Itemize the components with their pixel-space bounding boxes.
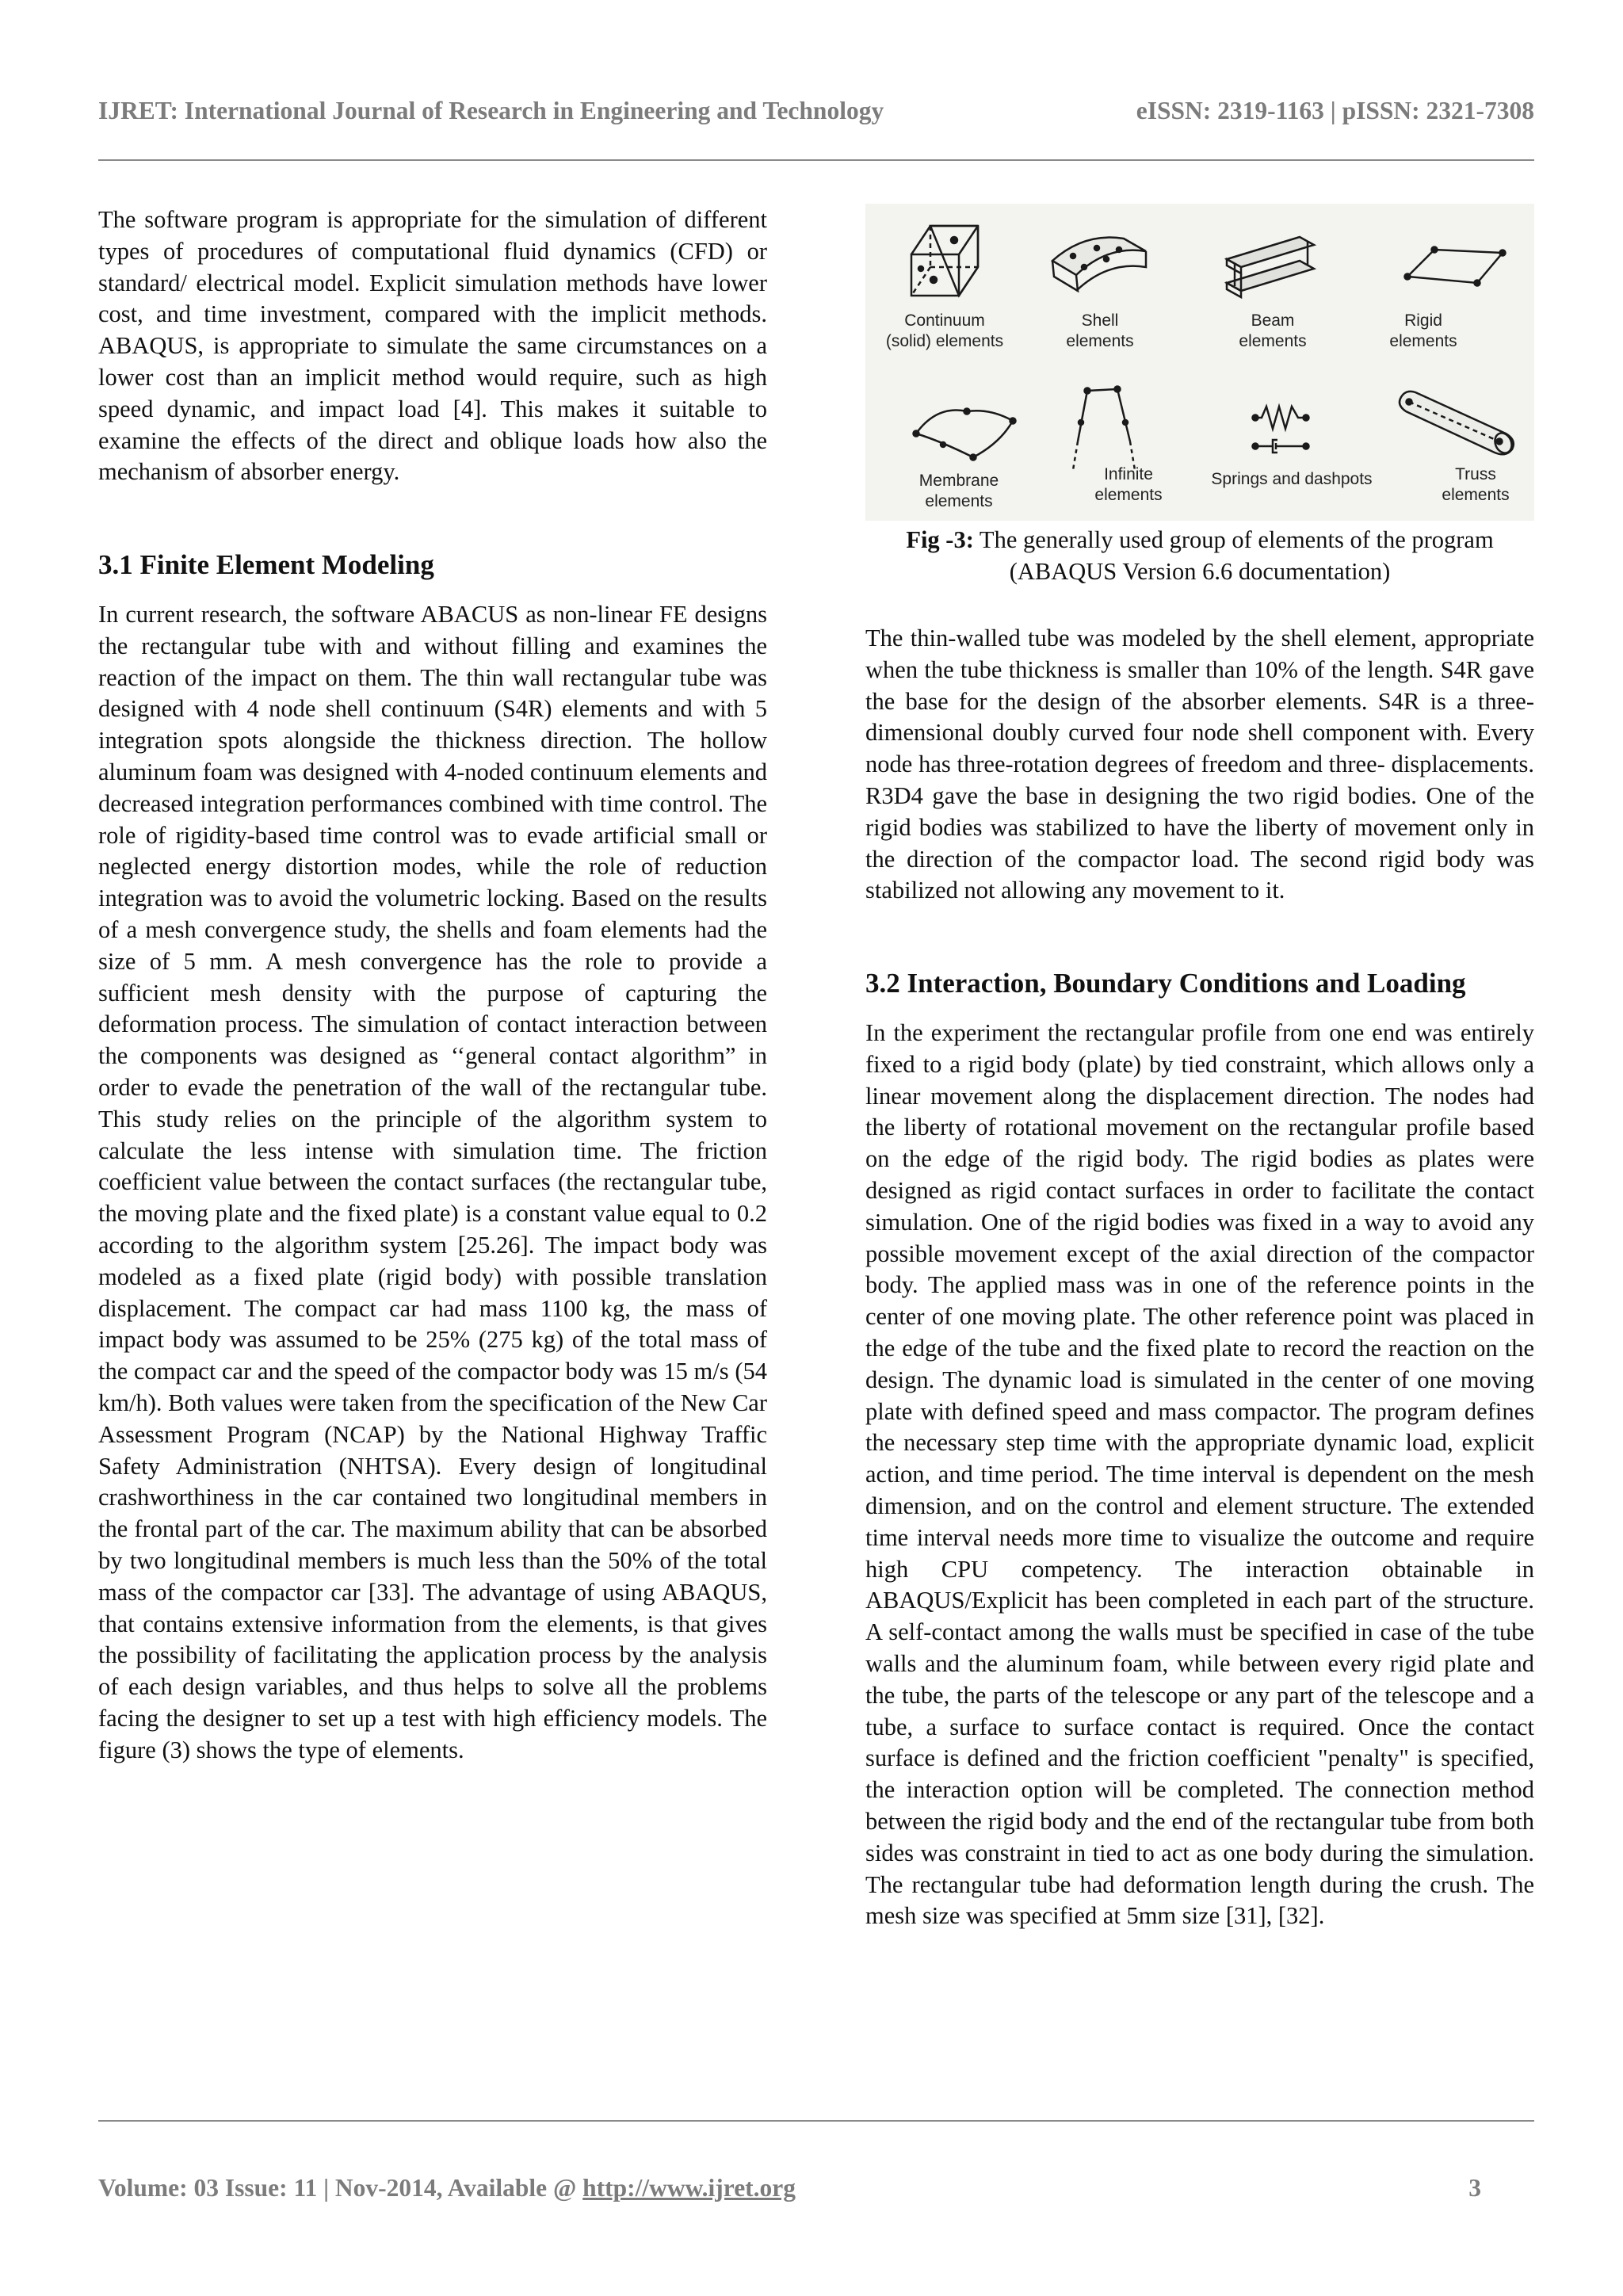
membrane-label-1: Membrane <box>918 472 999 490</box>
beam-label-2: elements <box>1239 332 1307 350</box>
rigid-label-1: Rigid <box>1404 311 1442 330</box>
figure-caption <box>865 525 1534 588</box>
shell-element-icon <box>1052 238 1146 291</box>
figure-caption-label: Fig -3: <box>906 526 974 553</box>
issn-info: eISSN: 2319-1163 | pISSN: 2321-7308 <box>1136 97 1534 124</box>
truss-label-1: Truss <box>1455 465 1496 483</box>
infinite-label-2: elements <box>1094 486 1163 504</box>
section-heading-3-2: 3.2 Interaction, Boundary Conditions and Loading <box>865 968 1466 999</box>
truss-element-icon <box>1400 392 1514 456</box>
springs-label: Springs and dashpots <box>1211 470 1373 488</box>
journal-url-link[interactable]: http://www.ijret.org <box>582 2174 796 2202</box>
section-heading-3-1: 3.1 Finite Element Modeling <box>98 549 434 580</box>
intro-paragraph: The software program is appropriate for the simulation of different types of procedures of computational fluid dynamics (CFD) or standard/ electrical model. Explicit simulation methods have lower cost, and time investment, compared with the implicit methods. ABAQUS, is appropriate to simulate the same circumstances on a lower cost than an implicit method would require, such as high speed dynamic, and impact load [4]. This makes it suitable to examine the effects of the direct and oblique loads how also the mechanism of absorber energy. <box>98 206 767 486</box>
shell-label-1: Shell <box>1081 311 1119 330</box>
spring-dashpot-icon <box>1253 407 1309 453</box>
beam-element-icon <box>1227 237 1314 297</box>
truss-label-2: elements <box>1442 486 1510 504</box>
footer-volume-info <box>98 2174 796 2202</box>
figure-caption-text: The generally used group of elements of the program (ABAQUS Version 6.6 documentation) <box>973 526 1494 585</box>
footer-volume-text: Volume: 03 Issue: 11 | Nov-2014, Available @ <box>98 2174 583 2202</box>
header-rule <box>98 159 1534 161</box>
shell-label-2: elements <box>1066 332 1134 350</box>
continuum-label-2: (solid) elements <box>885 332 1004 350</box>
infinite-label-1: Infinite <box>1104 465 1153 483</box>
section-3-1-body: In current research, the software ABACUS as non-linear FE designs the rectangular tube with and without filling and examines the reaction of the impact on them. The thin wall rectangular tube was designed with 4 node shell continuum (S4R) elements and with 5 integration spots alongside the thickness direction. The hollow aluminum foam was designed with 4-noded continuum elements and decreased integration performances combined with time control. The role of rigidity-based time control was to evade artificial small or neglected energy distortion modes, while the role of reduction integration was to avoid the volumetric locking. Based on the results of a mesh convergence study, the shells and foam elements had the size of 5 mm. A mesh convergence has the role to provide a sufficient mesh density with the purpose of capturing the deformation process. The simulation of contact interaction between the components was designed as ‘‘general contact algorithm” in order to evade the penetration of the wall of the rectangular tube. This study relies on the principle of the algorithm system to calculate the less intense with simulation time. The friction coefficient value between the contact surfaces (the rectangular tube, the moving plate and the fixed plate) is a constant value equal to 0.2 according to the algorithm system [25.26]. The impact body was modeled as a fixed plate (rigid body) with possible translation displacement. The compact car had mass 1100 kg, the mass of impact body was assumed to be 25% (275 kg) of the total mass of the compact car and the speed of the compactor body was 15 m/s (54 km/h). Both values were taken from the specification of the New Car Assessment Program (NCAP) by the National Highway Traffic Safety Administration (NHTSA). Every design of longitudinal crashworthiness in the car contained two longitudinal members in the frontal part of the car. The maximum ability that can be absorbed by two longitudinal members is much less than the 50% of the total mass of the compactor car [33]. The advantage of using ABAQUS, that contains extensive information from the elements, is that gives the possibility of facilitating the application process by the analysis of each design variables, and thus helps to solve all the problems facing the designer to set up a test with high efficiency models. The figure (3) shows the type of elements. <box>98 601 767 1763</box>
continuum-label-1: Continuum <box>904 311 985 330</box>
footer-rule <box>98 2120 1534 2122</box>
rigid-element-icon <box>1405 247 1506 286</box>
rigid-label-2: elements <box>1389 332 1457 350</box>
membrane-element-icon <box>914 409 1016 460</box>
membrane-label-2: elements <box>925 492 993 510</box>
running-header <box>98 97 1534 125</box>
section-3-2-body: In the experiment the rectangular profile from one end was entirely fixed to a rigid body (plate) by tied constraint, which allows only a linear movement along the displacement direction. The nodes had the liberty of rotational movement on the rectangular profile based on the edge of the rigid body. The rigid bodies as plates were designed as rigid contact surfaces in order to facilitate the contact simulation. One of the rigid bodies was fixed in a way to avoid any possible movement except of the axial direction of the compactor body. The applied mass was in one of the reference points in the center of one moving plate. The other reference point was placed in the edge of the tube and the fixed plate to record the reaction on the design. The dynamic load is simulated in the center of one moving plate with defined speed and mass compactor. The program defines the necessary step time with the appropriate dynamic load, explicit action, and time period. The time interval is dependent on the mesh dimension, and on the control and element structure. The extended time interval needs more time to visualize the outcome and require high CPU competency. The interaction obtainable in ABAQUS/Explicit has been completed in each part of the structure. A self-contact among the walls must be specified in case of the tube walls and the aluminum foam, while between every rigid plate and the tube, the parts of the telescope or any part of the telescope and a tube, a surface to surface contact is required. Once the contact surface is defined and the friction coefficient "penalty" is specified, the interaction option will be completed. The connection method between the rigid body and the end of the rectangular tube from both sides was constraint in tied to act as one body during the simulation. The rectangular tube had deformation length during the crush. The mesh size was specified at 5mm size [31], [32]. <box>865 1019 1534 1930</box>
figure-element-types <box>865 204 1534 521</box>
continuum-element-icon <box>911 226 978 296</box>
shell-element-paragraph: The thin-walled tube was modeled by the shell element, appropriate when the tube thickness is smaller than 10% of the length. S4R gave the base for the design of the absorber elements. S4R is a three-dimensional doubly curved four node shell component with. Every node has three-rotation degrees of freedom and three- displacements. R3D4 gave the base in designing the two rigid bodies. One of the rigid bodies was stabilized to have the liberty of movement only in the direction of the compactor load. The second rigid body was stabilized not allowing any movement to it. <box>865 625 1534 904</box>
infinite-element-icon <box>1073 387 1135 471</box>
journal-title: IJRET: International Journal of Research in Engineering and Technology <box>98 97 884 124</box>
page-number: 3 <box>1468 2174 1481 2202</box>
beam-label-1: Beam <box>1251 311 1295 330</box>
running-footer <box>98 2174 1481 2202</box>
